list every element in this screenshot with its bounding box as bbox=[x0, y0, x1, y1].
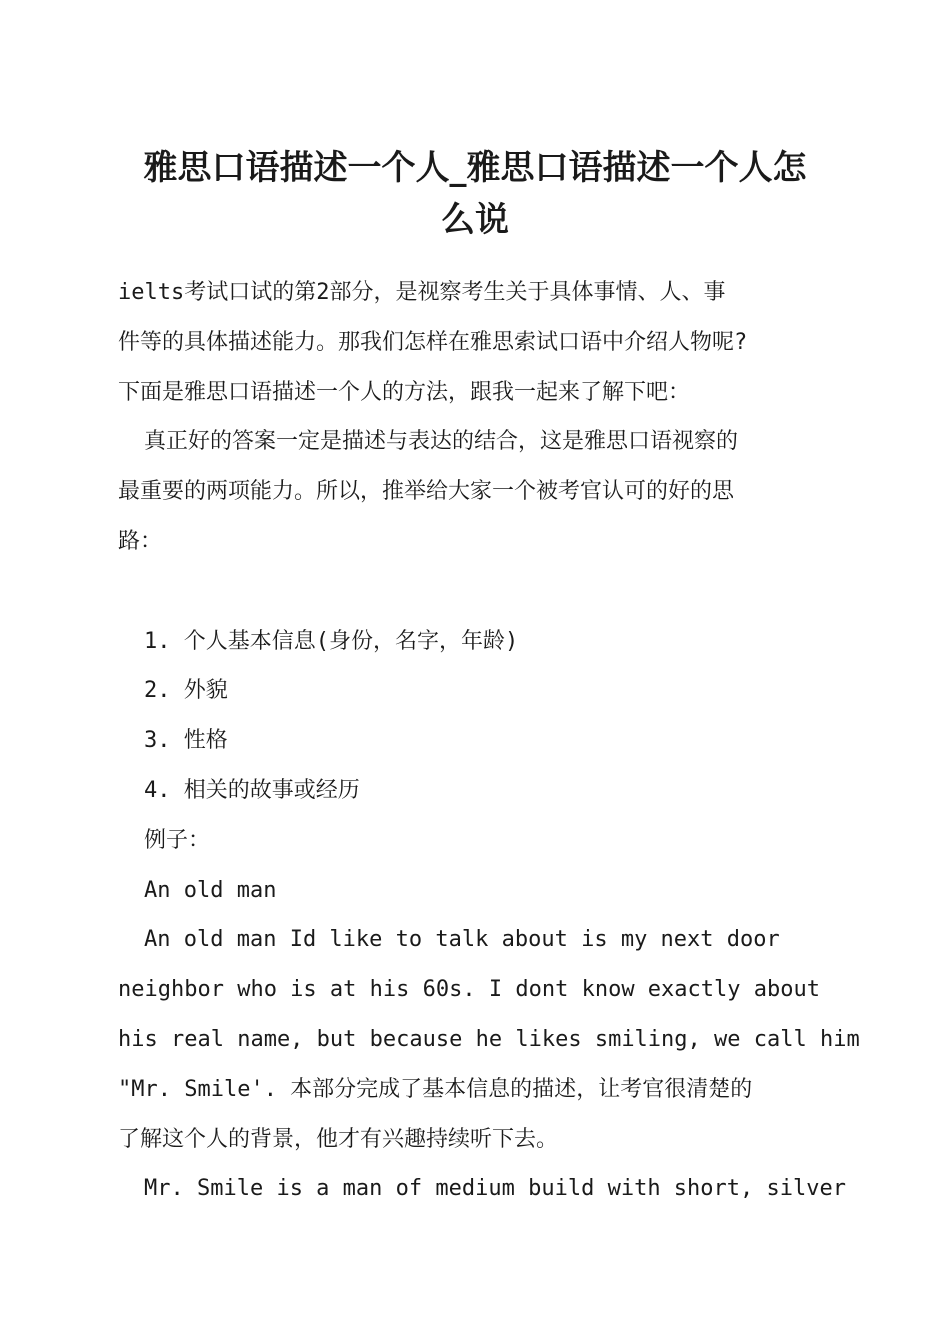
intro-line: 件等的具体描述能力。那我们怎样在雅思索试口语中介绍人物呢? bbox=[118, 329, 748, 355]
intro-line: ielts考试口试的第2部分，是视察考生关于具体事情、人、事 bbox=[118, 280, 726, 305]
title-line-2: 么说 bbox=[441, 200, 509, 240]
document-body bbox=[118, 268, 860, 1214]
example-line: 了解这个人的背景，他才有兴趣持续听下去。 bbox=[118, 1126, 559, 1152]
blank-line bbox=[118, 567, 834, 617]
example-line: his real name, but because he likes smiling, we call him bbox=[118, 1026, 860, 1052]
list-item: 1. 个人基本信息(身份，名字，年龄) bbox=[144, 628, 519, 654]
example-label: 例子： bbox=[144, 827, 211, 853]
paragraph-line: 路： bbox=[118, 528, 163, 554]
title-line-1: 雅思口语描述一个人_雅思口语描述一个人怎 bbox=[143, 148, 807, 188]
final-line: Mr. Smile is a man of medium build with short, silver bbox=[144, 1176, 846, 1202]
example-title: An old man bbox=[144, 877, 277, 903]
example-line: "Mr. Smile'. 本部分完成了基本信息的描述，让考官很清楚的 bbox=[118, 1076, 753, 1102]
example-line: neighbor who is at his 60s. I dont know exactly about bbox=[118, 977, 820, 1003]
list-item: 3. 性格 bbox=[144, 728, 228, 754]
paragraph-line: 真正好的答案一定是描述与表达的结合，这是雅思口语视察的 bbox=[144, 429, 739, 455]
paragraph-line: 最重要的两项能力。所以，推举给大家一个被考官认可的好的思 bbox=[118, 479, 735, 505]
example-line: An old man Id like to talk about is my next door bbox=[144, 927, 780, 953]
document-title bbox=[118, 142, 832, 246]
intro-line: 下面是雅思口语描述一个人的方法，跟我一起来了解下吧： bbox=[118, 379, 691, 405]
list-item: 4. 相关的故事或经历 bbox=[144, 777, 360, 803]
list-item: 2. 外貌 bbox=[144, 678, 228, 704]
